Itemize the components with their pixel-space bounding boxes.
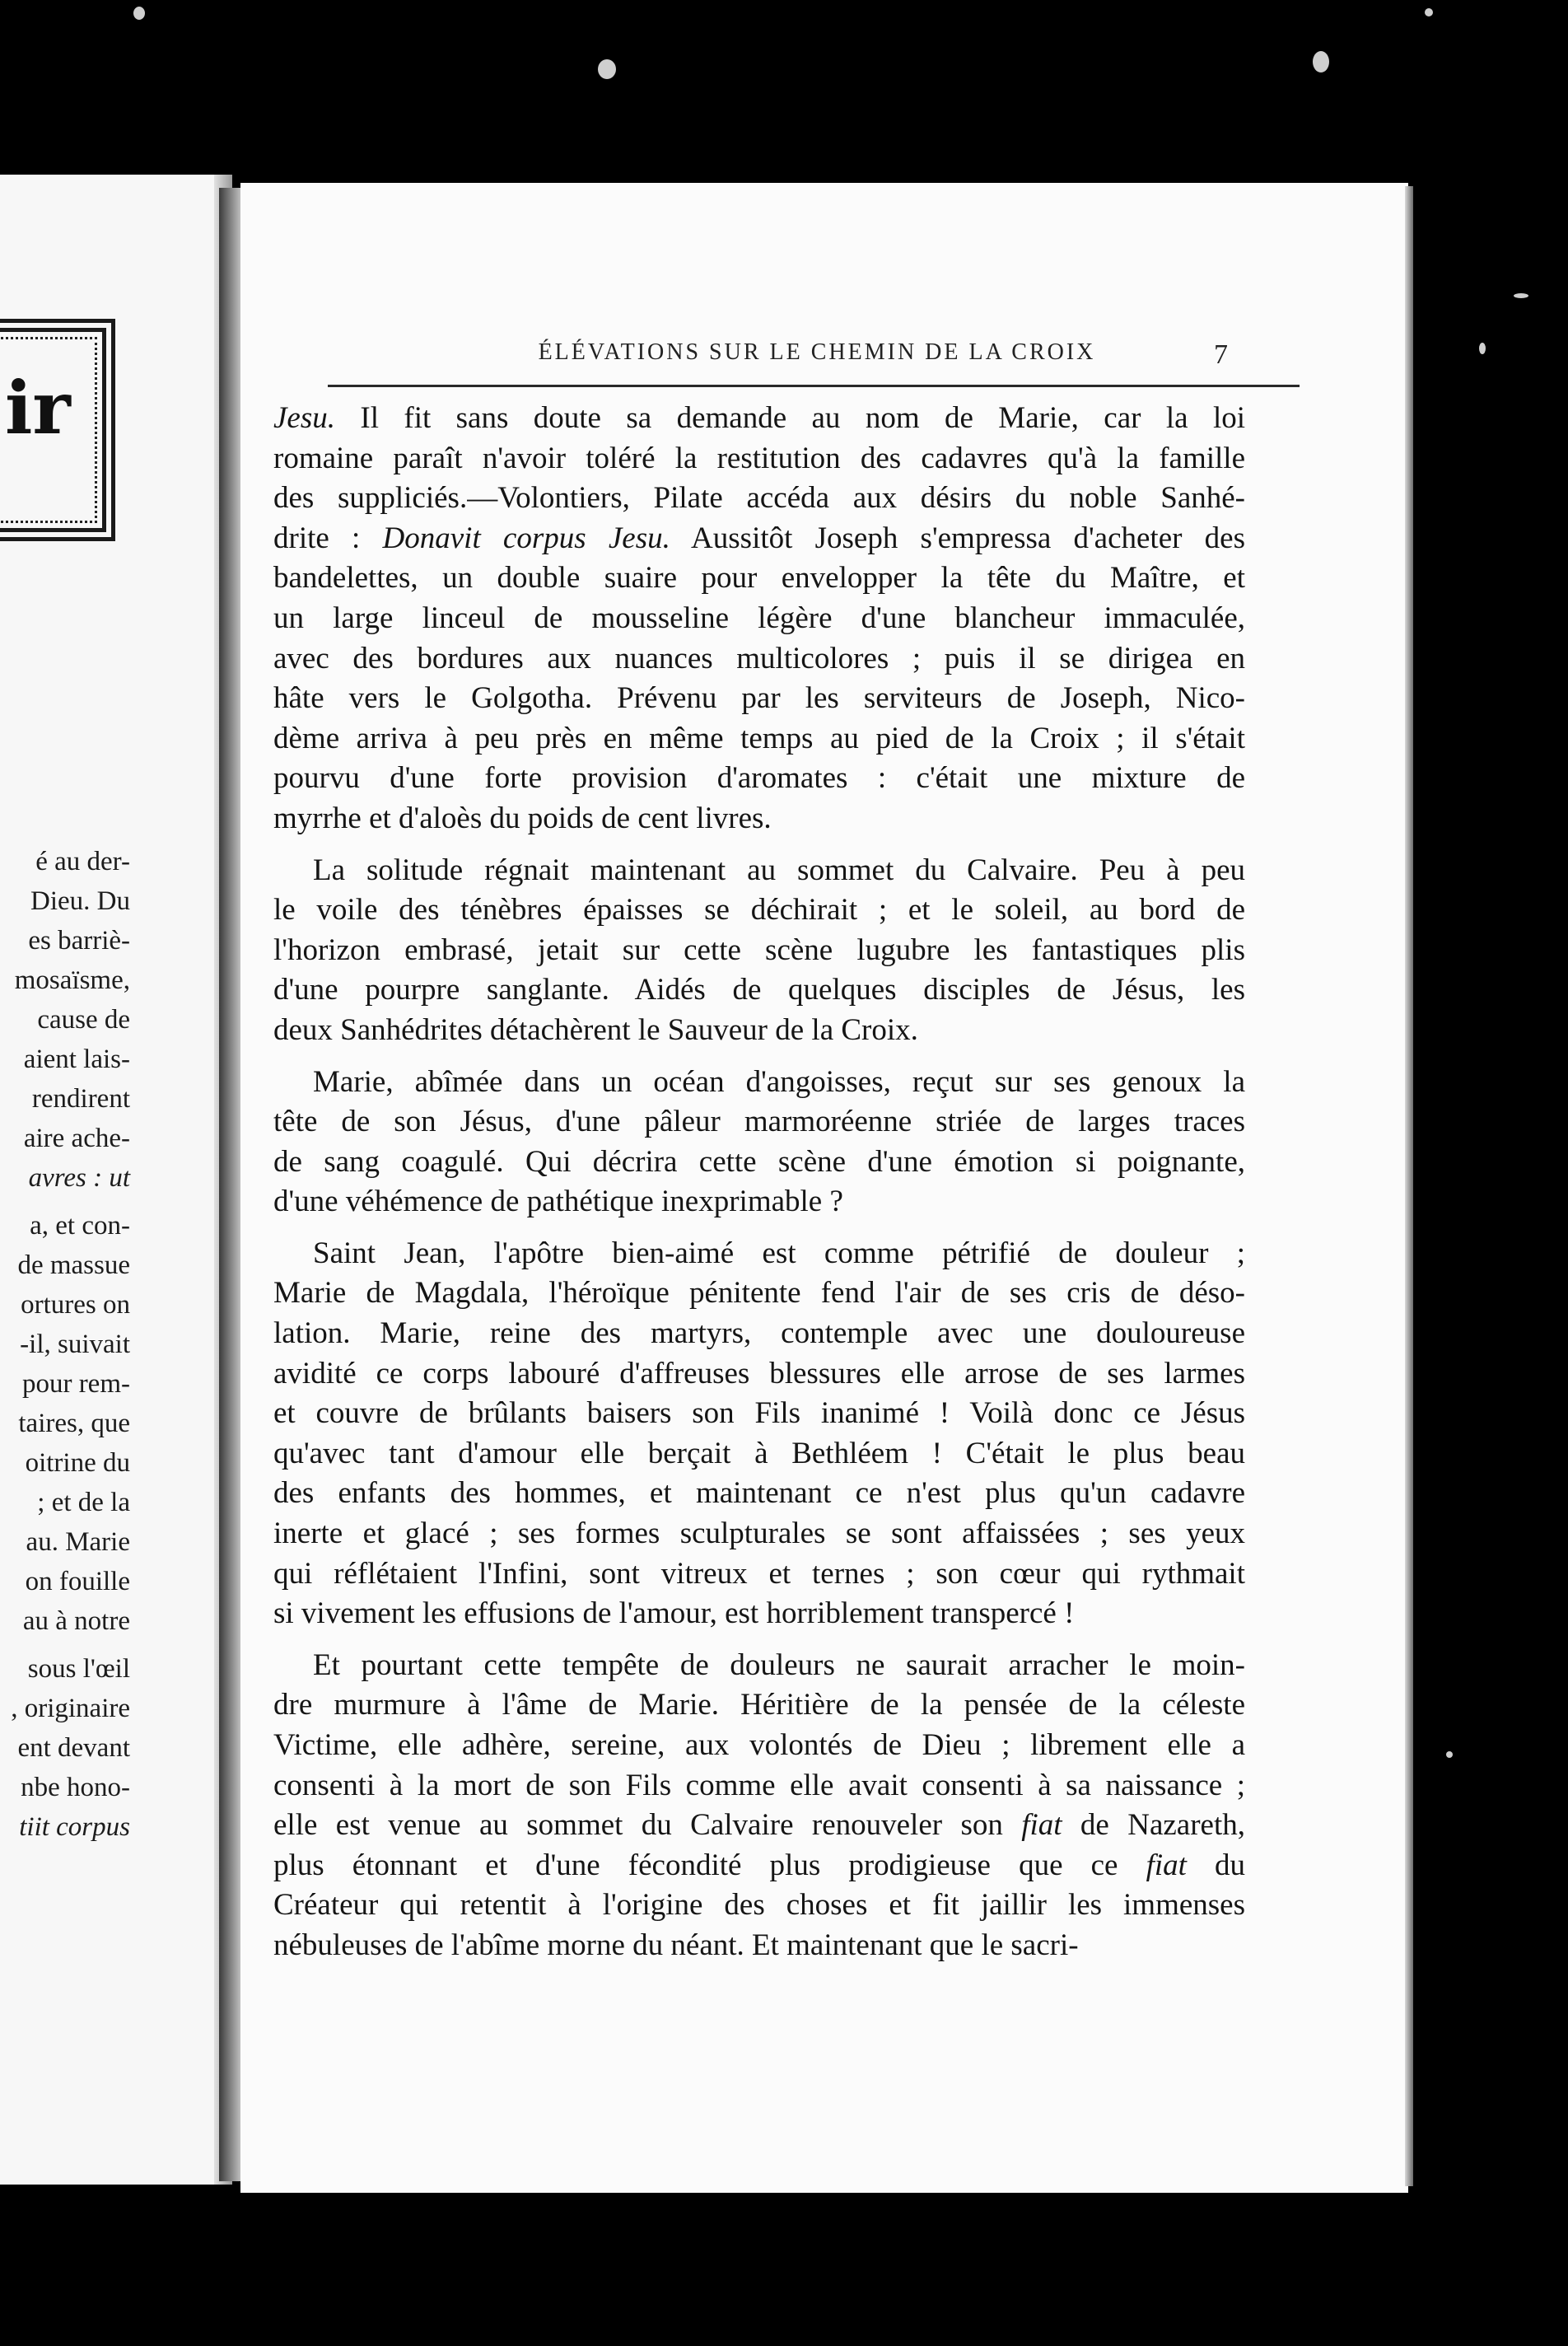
left-page-line: oitrine du [25, 1448, 130, 1478]
text-line [273, 1594, 1245, 1634]
italic-text: fiat [1021, 1808, 1062, 1843]
text-line [273, 890, 1245, 931]
text-segment: Il fit sans doute sa demande au nom de Marie, car la loi [335, 401, 1245, 435]
text-line [273, 1846, 1245, 1886]
left-page-line: ; et de la [37, 1488, 130, 1517]
text-line [273, 799, 1245, 839]
left-page-line: sous l'œil [27, 1654, 130, 1684]
text-segment: avec des bordures aux nuances multicolores ; puis il se dirigea en [273, 641, 1245, 675]
left-page-line: taires, que [18, 1409, 130, 1438]
paragraph [273, 1234, 1245, 1634]
header-rule [328, 385, 1300, 387]
paragraph [273, 1646, 1245, 1966]
text-line [273, 1514, 1245, 1554]
text-line [273, 1234, 1245, 1274]
text-segment: drite : [273, 521, 383, 555]
left-page-line: é au der- [35, 847, 130, 876]
text-line [273, 519, 1245, 559]
right-page-edge [1405, 186, 1413, 2186]
text-segment: Marie de Magdala, l'héroïque pénitente fend l'air de ses cris de déso- [273, 1276, 1245, 1311]
text-segment: un large linceul de mousseline légère d'une blancheur immaculée, [273, 601, 1245, 635]
left-page-line: pour rem- [21, 1369, 130, 1399]
text-line [273, 1685, 1245, 1726]
text-segment: deux Sanhédrites détachèrent le Sauveur de la Croix. [273, 1012, 918, 1047]
text-line [273, 1182, 1245, 1222]
text-segment: d'une pourpre sanglante. Aidés de quelques disciples de Jésus, les [273, 973, 1245, 1007]
text-segment: La solitude régnait maintenant au sommet du Calvaire. Peu à peu [313, 853, 1245, 887]
text-segment: nébuleuses de l'abîme morne du néant. Et maintenant que le sacri- [273, 1928, 1079, 1962]
left-page [0, 175, 232, 2185]
text-segment: avidité ce corps labouré d'affreuses blessures elle arrose de ses larmes [273, 1356, 1245, 1390]
text-line [273, 1806, 1245, 1846]
dust-speck [598, 59, 616, 79]
text-line [273, 1143, 1245, 1183]
text-segment: dre murmure à l'âme de Marie. Héritière de la pensée de la céleste [273, 1688, 1245, 1722]
text-segment: de sang coagulé. Qui décrira cette scène d'une émotion si poignante, [273, 1144, 1245, 1179]
dust-speck [1446, 1751, 1453, 1758]
text-segment: qu'avec tant d'amour elle berçait à Bethléem ! C'était le plus beau [273, 1436, 1245, 1470]
left-page-line: mosaïsme, [14, 965, 130, 995]
text-line [273, 1726, 1245, 1766]
text-segment: Aussitôt Joseph s'empressa d'acheter des [670, 521, 1245, 555]
text-line [273, 1434, 1245, 1474]
text-segment: romaine paraît n'avoir toléré la restitution des cadavres qu'à la famille [273, 441, 1245, 475]
left-page-line: au. Marie [26, 1527, 130, 1557]
left-page-line: -il, suivait [20, 1330, 130, 1359]
text-segment: si vivement les effusions de l'amour, est horriblement transpercé ! [273, 1596, 1075, 1631]
text-segment: elle est venue au sommet du Calvaire renouveler son [273, 1808, 1022, 1843]
italic-text: Jesu. [273, 401, 335, 435]
left-page-line: ortures on [21, 1290, 130, 1320]
dust-speck [133, 7, 145, 20]
text-segment: dème arriva à peu près en même temps au pied de la Croix ; il s'était [273, 721, 1245, 755]
text-segment: Victime, elle adhère, sereine, aux volontés de Dieu ; librement elle a [273, 1728, 1245, 1762]
text-segment: et couvre de brûlants baisers son Fils inanimé ! Voilà donc ce Jésus [273, 1396, 1245, 1431]
text-line [273, 1063, 1245, 1103]
left-page-line: nbe hono- [21, 1773, 130, 1802]
left-page-line: avres : ut [28, 1163, 130, 1193]
text-segment: des enfants des hommes, et maintenant ce n'est plus qu'un cadavre [273, 1476, 1245, 1511]
paragraph [273, 1063, 1245, 1222]
paragraph [273, 851, 1245, 1051]
text-line [273, 1102, 1245, 1143]
right-page [240, 183, 1408, 2193]
left-page-line: cause de [37, 1005, 130, 1035]
text-line [273, 719, 1245, 759]
left-page-line: de massue [17, 1250, 130, 1280]
left-page-line: rendirent [31, 1084, 130, 1114]
dust-speck [1313, 51, 1329, 72]
text-segment: tête de son Jésus, d'une pâleur marmoréenne striée de larges traces [273, 1105, 1245, 1139]
text-segment: des suppliciés.—Volontiers, Pilate accéda aux désirs du noble Sanhé- [273, 481, 1245, 516]
left-page-line: tiit corpus [19, 1812, 130, 1842]
text-segment: qui réflétaient l'Infini, sont vitreux et ternes ; son cœur qui rythmait [273, 1556, 1245, 1591]
left-page-line: a, et con- [30, 1211, 130, 1241]
left-page-line: es barriè- [28, 926, 130, 956]
text-line [273, 1273, 1245, 1314]
text-segment: lation. Marie, reine des martyrs, contemple avec une douloureuse [273, 1316, 1245, 1351]
text-segment: bandelettes, un double suaire pour envelopper la tête du Maître, et [273, 561, 1245, 596]
page-number: 7 [1214, 339, 1228, 370]
running-head: ÉLÉVATIONS SUR LE CHEMIN DE LA CROIX [538, 339, 1096, 365]
left-page-line: on fouille [25, 1567, 130, 1596]
text-line [273, 1314, 1245, 1354]
italic-text: fiat [1146, 1848, 1187, 1882]
text-line [273, 931, 1245, 971]
text-line [273, 479, 1245, 519]
dust-speck [1514, 293, 1528, 298]
text-segment: pourvu d'une forte provision d'aromates : c'était une mixture de [273, 761, 1245, 796]
ornament-title-fragment: ir [5, 365, 71, 451]
text-segment: Créateur qui retentit à l'origine des choses et fit jaillir les immenses [273, 1888, 1245, 1923]
text-segment: Saint Jean, l'apôtre bien-aimé est comme pétrifié de douleur ; [313, 1236, 1245, 1270]
text-line [273, 1926, 1245, 1966]
text-segment: d'une véhémence de pathétique inexprimable ? [273, 1185, 843, 1219]
text-segment: myrrhe et d'aloès du poids de cent livres. [273, 801, 772, 835]
text-line [273, 679, 1245, 719]
left-page-line: Dieu. Du [30, 886, 130, 916]
text-line [273, 1766, 1245, 1806]
italic-text: Donavit corpus Jesu. [382, 521, 670, 555]
text-line [273, 1394, 1245, 1434]
text-line [273, 1474, 1245, 1514]
text-line [273, 1554, 1245, 1595]
text-line [273, 599, 1245, 639]
text-line [273, 759, 1245, 799]
text-segment: plus étonnant et d'une fécondité plus prodigieuse que ce [273, 1848, 1146, 1882]
text-segment: du [1186, 1848, 1246, 1882]
text-segment: l'horizon embrasé, jetait sur cette scène lugubre les fantastiques plis [273, 932, 1245, 967]
text-line [273, 1354, 1245, 1395]
dust-speck [1425, 8, 1433, 16]
text-line [273, 1886, 1245, 1926]
text-segment: consenti à la mort de son Fils comme elle avait consenti à sa naissance ; [273, 1768, 1245, 1802]
left-page-line: aient lais- [23, 1044, 130, 1074]
text-line [273, 639, 1245, 680]
text-line [273, 1646, 1245, 1686]
text-line [273, 399, 1245, 439]
text-line [273, 558, 1245, 599]
left-page-line: , originaire [11, 1694, 130, 1723]
body-text [273, 399, 1245, 1966]
text-line [273, 439, 1245, 479]
text-segment: le voile des ténèbres épaisses se déchirait ; et le soleil, au bord de [273, 893, 1245, 928]
paragraph [273, 399, 1245, 839]
text-segment: hâte vers le Golgotha. Prévenu par les serviteurs de Joseph, Nico- [273, 681, 1245, 716]
text-segment: Et pourtant cette tempête de douleurs ne saurait arracher le moin- [313, 1647, 1245, 1682]
text-line [273, 970, 1245, 1011]
text-segment: de Nazareth, [1062, 1808, 1245, 1843]
text-segment: inerte et glacé ; ses formes sculpturales se sont affaissées ; ses yeux [273, 1516, 1245, 1551]
left-page-line: ent devant [17, 1733, 130, 1763]
text-line [273, 851, 1245, 891]
ornamental-frame [0, 319, 115, 541]
text-segment: Marie, abîmée dans un océan d'angoisses, reçut sur ses genoux la [313, 1064, 1245, 1099]
left-page-line: aire ache- [23, 1124, 130, 1153]
text-line [273, 1011, 1245, 1051]
left-page-line: au à notre [22, 1606, 130, 1636]
dust-speck [1479, 343, 1486, 354]
